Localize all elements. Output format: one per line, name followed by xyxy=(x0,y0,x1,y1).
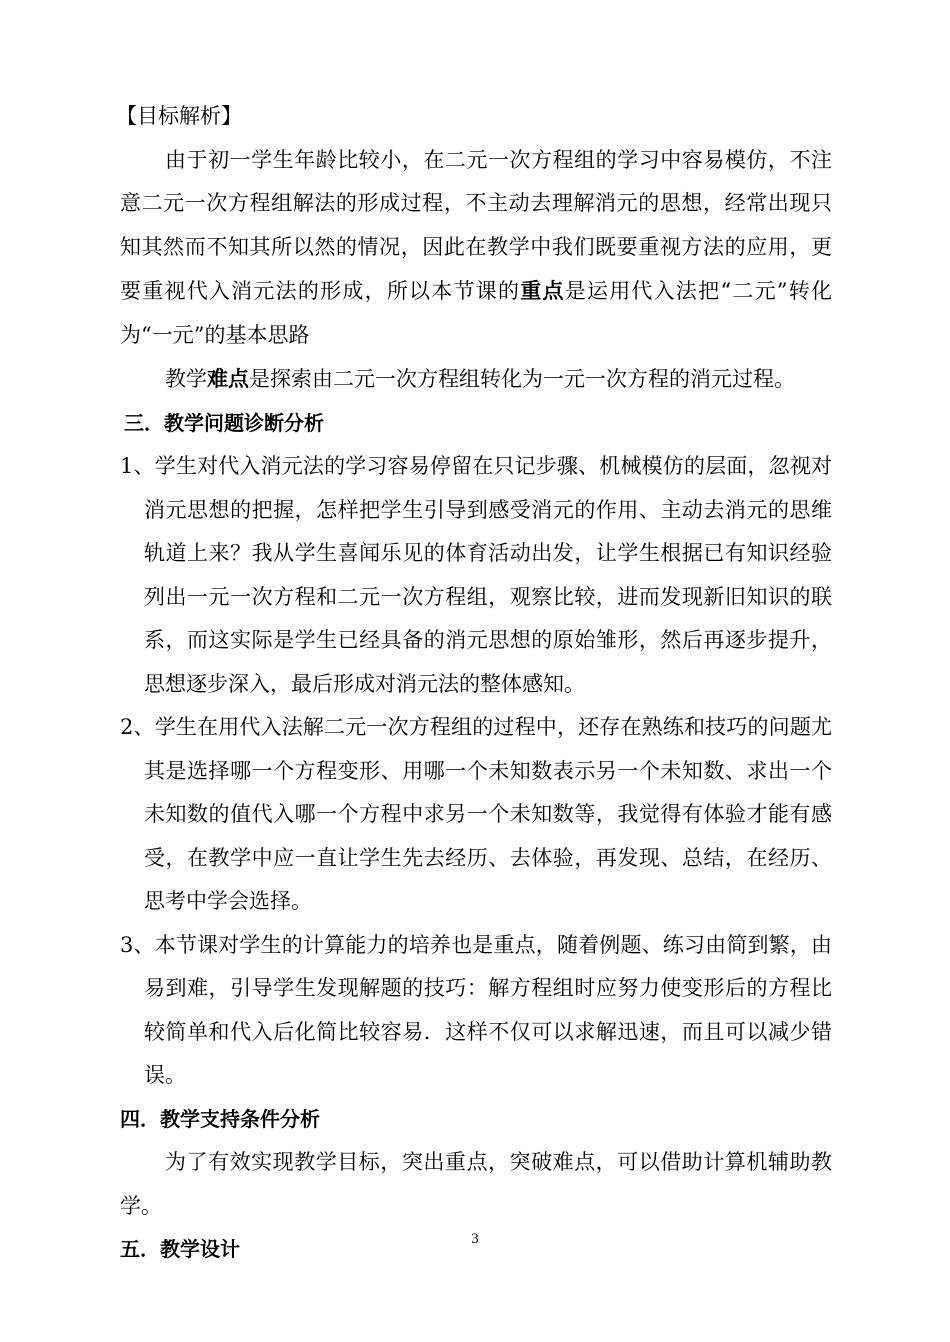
section-3-title: 三．教学问题诊断分析 xyxy=(124,410,324,435)
section-4-title: 四．教学支持条件分析 xyxy=(120,1106,320,1131)
page-number: 3 xyxy=(471,1231,479,1247)
goal-paragraph-1-tail: 是运用代入法把“二元”转化为“一元”的基本思路 xyxy=(120,279,833,347)
section-3-item-3: 3、本节课对学生的计算能力的培养也是重点，随着例题、练习由简到繁，由易到难，引导学生发现解题的技巧：解方程组时应努力使变形后的方程比较简单和代入后化简比较容易．这样不仅可以求解迅速，而且可以减少错误。 xyxy=(120,932,832,1087)
goal-paragraph-2-head: 教学 xyxy=(165,367,207,391)
goal-paragraph-2 xyxy=(120,357,832,402)
goal-paragraph-1-text: 由于初一学生年龄比较小，在二元一次方程组的学习中容易模仿，不注意二元一次方程组解法的形成过程，不主动去理解消元的思想，经常出现只知其然而不知其所以然的情况，因此在教学中我们既要重视方法的应用，更要重视代入消元法的形成，所以本节课的 xyxy=(120,147,832,303)
section-4-paragraph: 为了有效实现教学目标，突出重点，突破难点，可以借助计算机辅助教学。 xyxy=(120,1150,832,1218)
goal-difficulty: 难点 xyxy=(207,366,249,391)
goal-heading: 【目标解析】 xyxy=(116,104,242,128)
goal-keypoint: 重点 xyxy=(520,278,565,303)
section-3-item-1: 1、学生对代入消元法的学习容易停留在只记步骤、机械模仿的层面，忽视对消元思想的把握，怎样把学生引导到感受消元的作用、主动去消元的思维轨道上来？我从学生喜闻乐见的体育活动出发，让学生根据已有知识经验列出一元一次方程和二元一次方程组，观察比较，进而发现新旧知识的联系，而这实际是学生已经具备的消元思想的原始雏形，然后再逐步提升，思想逐步深入，最后形成对消元法的整体感知。 xyxy=(120,454,832,696)
goal-paragraph-2-tail: 是探索由二元一次方程组转化为一元一次方程的消元过程。 xyxy=(249,367,795,391)
goal-paragraph-1 xyxy=(120,139,832,358)
section-3-item-2: 2、学生在用代入法解二元一次方程组的过程中，还存在熟练和技巧的问题尤其是选择哪一个方程变形、用哪一个未知数表示另一个未知数、求出一个未知数的值代入哪一个方程中求另一个未知数等，我觉得有体验才能有感受，在教学中应一直让学生先去经历、去体验，再发现、总结，在经历、思考中学会选择。 xyxy=(120,715,832,913)
page-content xyxy=(116,95,833,1272)
section-5-title: 五．教学设计 xyxy=(120,1237,240,1261)
